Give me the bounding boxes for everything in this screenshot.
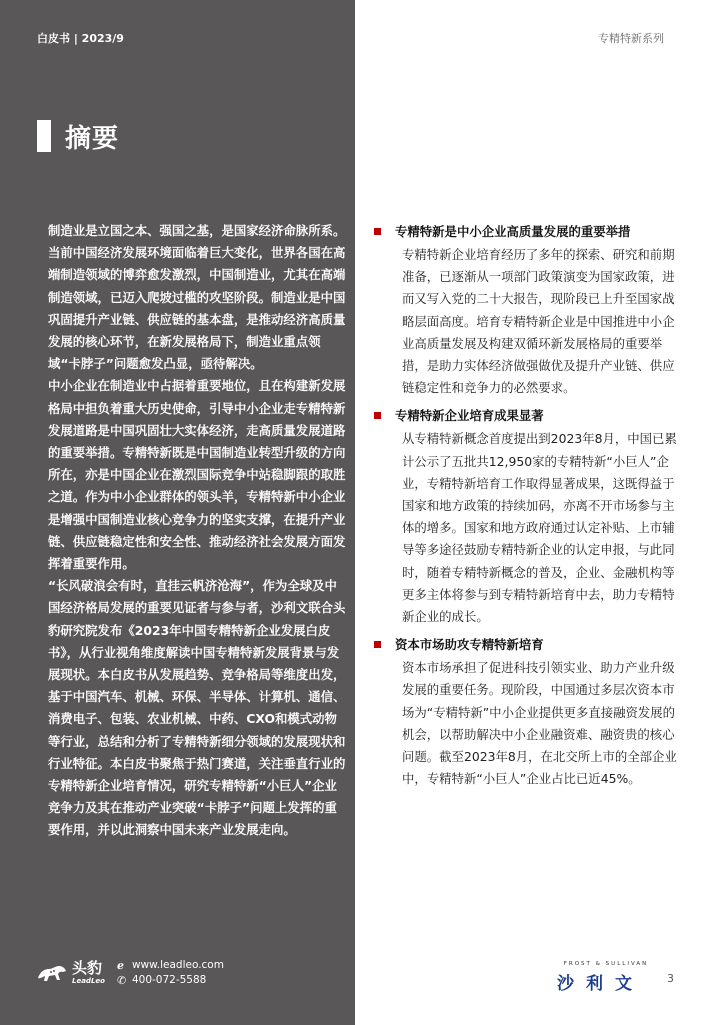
section-body: 资本市场承担了促进科技引领实业、助力产业升级发展的重要任务。现阶段，中国通过多层次资本市场为“专精特新”中小企业提供更多直接融资发展的机会，以帮助解决中小企业融资难、融资贵的核心问题。截至2023年8月，在北交所上市的全部企业中，专精特新“小巨人”企业占比已近45%。 (402, 660, 677, 787)
logo-chinese-text: 头豹 (72, 959, 103, 977)
red-square-bullet-icon (374, 641, 381, 648)
footer-branding (36, 958, 224, 988)
series-label: 专精特新系列 (598, 32, 664, 45)
leadleo-logo[interactable] (36, 960, 105, 986)
report-header-label: 白皮书 | 2023/9 (37, 32, 124, 45)
section-title: 资本市场助攻专精特新培育 (395, 637, 544, 653)
leopard-logo-icon (36, 962, 68, 984)
contact-info (117, 958, 224, 988)
section-title: 专精特新企业培育成果显著 (395, 408, 544, 424)
phone-number: 400-072-5588 (131, 974, 207, 986)
frost-sullivan-english: FROST & SULLIVAN (563, 961, 649, 967)
summary-text (48, 220, 346, 842)
section-body: 从专精特新概念首度提出到2023年8月，中国已累计公示了五批共12,950家的专精特新“小巨人”企业，专精特新培育工作取得显著成果，这既得益于国家和地方政策的持续加码，亦离不开市场参与主体的增多。国家和地方政府通过认定补贴、上市辅导等多途径鼓励专精特新企业的认定申报，与此同时，随着专精特新概念的普及，企业、金融机构等更多主体将参与到专精特新培育中去，助力专精特新企业的成长。 (402, 431, 677, 625)
red-square-bullet-icon (374, 228, 381, 235)
section-body: 专精特新企业培育经历了多年的探索、研究和前期准备，已逐渐从一项部门政策演变为国家政策，进而又写入党的二十大报告，现阶段已上升至国家战略层面高度。培育专精特新企业是中国推进中小企业高质量发展及构建双循环新发展格局的重要举措，是助力实体经济做强做优及提升产业链、供应链稳定性和竞争力的必然要求。 (402, 247, 675, 396)
summary-paragraph: 制造业是立国之本、强国之基，是国家经济命脉所系。当前中国经济发展环境面临着巨大变化，世界各国在高端制造领域的博弈愈发激烈，中国制造业，尤其在高端制造领域，已迈入爬坡过槛的攻坚阶段。制造业是中国巩固提升产业链、供应链的基本盘，是推动经济高质量发展的核心环节，在新发展格局下，制造业重点领域“卡脖子”问题愈发凸显，亟待解决。 (48, 223, 346, 372)
summary-paragraph: 中小企业在制造业中占据着重要地位，且在构建新发展格局中担负着重大历史使命，引导中小企业走专精特新发展道路是中国巩固壮大实体经济，走高质量发展道路的重要举措。专精特新既是中国制造业转型升级的方向所在，亦是中国企业在激烈国际竞争中站稳脚跟的取胜之道。作为中小企业群体的领头羊，专精特新中小企业是增强中国制造业核心竞争力的坚实支撑，在提升产业链、供应链稳定性和安全性、推动经济社会发展方面发挥着重要作用。 (48, 378, 346, 572)
title-accent-bar (37, 120, 51, 152)
page-title: 摘要 (65, 123, 120, 154)
page-number: 3 (667, 972, 674, 985)
website-link[interactable]: www.leadleo.com (131, 959, 224, 971)
phone-icon: ✆ (116, 974, 127, 987)
web-icon: ℯ (116, 959, 124, 972)
key-point-section (374, 220, 680, 399)
key-points-column (374, 220, 680, 790)
section-title: 专精特新是中小企业高质量发展的重要举措 (395, 224, 631, 239)
key-point-section (374, 633, 680, 790)
red-square-bullet-icon (374, 412, 381, 419)
page-title-block (37, 118, 119, 154)
logo-english-text: LeadLeo (72, 977, 105, 985)
frost-sullivan-chinese: 沙利文 (557, 974, 644, 994)
summary-paragraph: “长风破浪会有时，直挂云帆济沧海”，作为全球及中国经济格局发展的重要见证者与参与者，沙利文联合头豹研究院发布《2023年中国专精特新企业发展白皮书》，从行业视角维度解读中国专精特新发展背景与发展现状。本白皮书从发展趋势、竞争格局等维度出发，基于中国汽车、机械、环保、半导体、计算机、通信、消费电子、包装、农业机械、中药、CXO和模式动物等行业，总结和分析了专精特新细分领域的发展现状和行业特征。本白皮书聚焦于热门赛道，关注垂直行业的专精特新企业培育情况，研究专精特新“小巨人”企业竞争力及其在推动产业突破“卡脖子”问题上发挥的重要作用，并以此洞察中国未来产业发展走向。 (48, 578, 346, 838)
frost-sullivan-logo[interactable] (551, 961, 661, 994)
key-point-section (374, 404, 680, 628)
